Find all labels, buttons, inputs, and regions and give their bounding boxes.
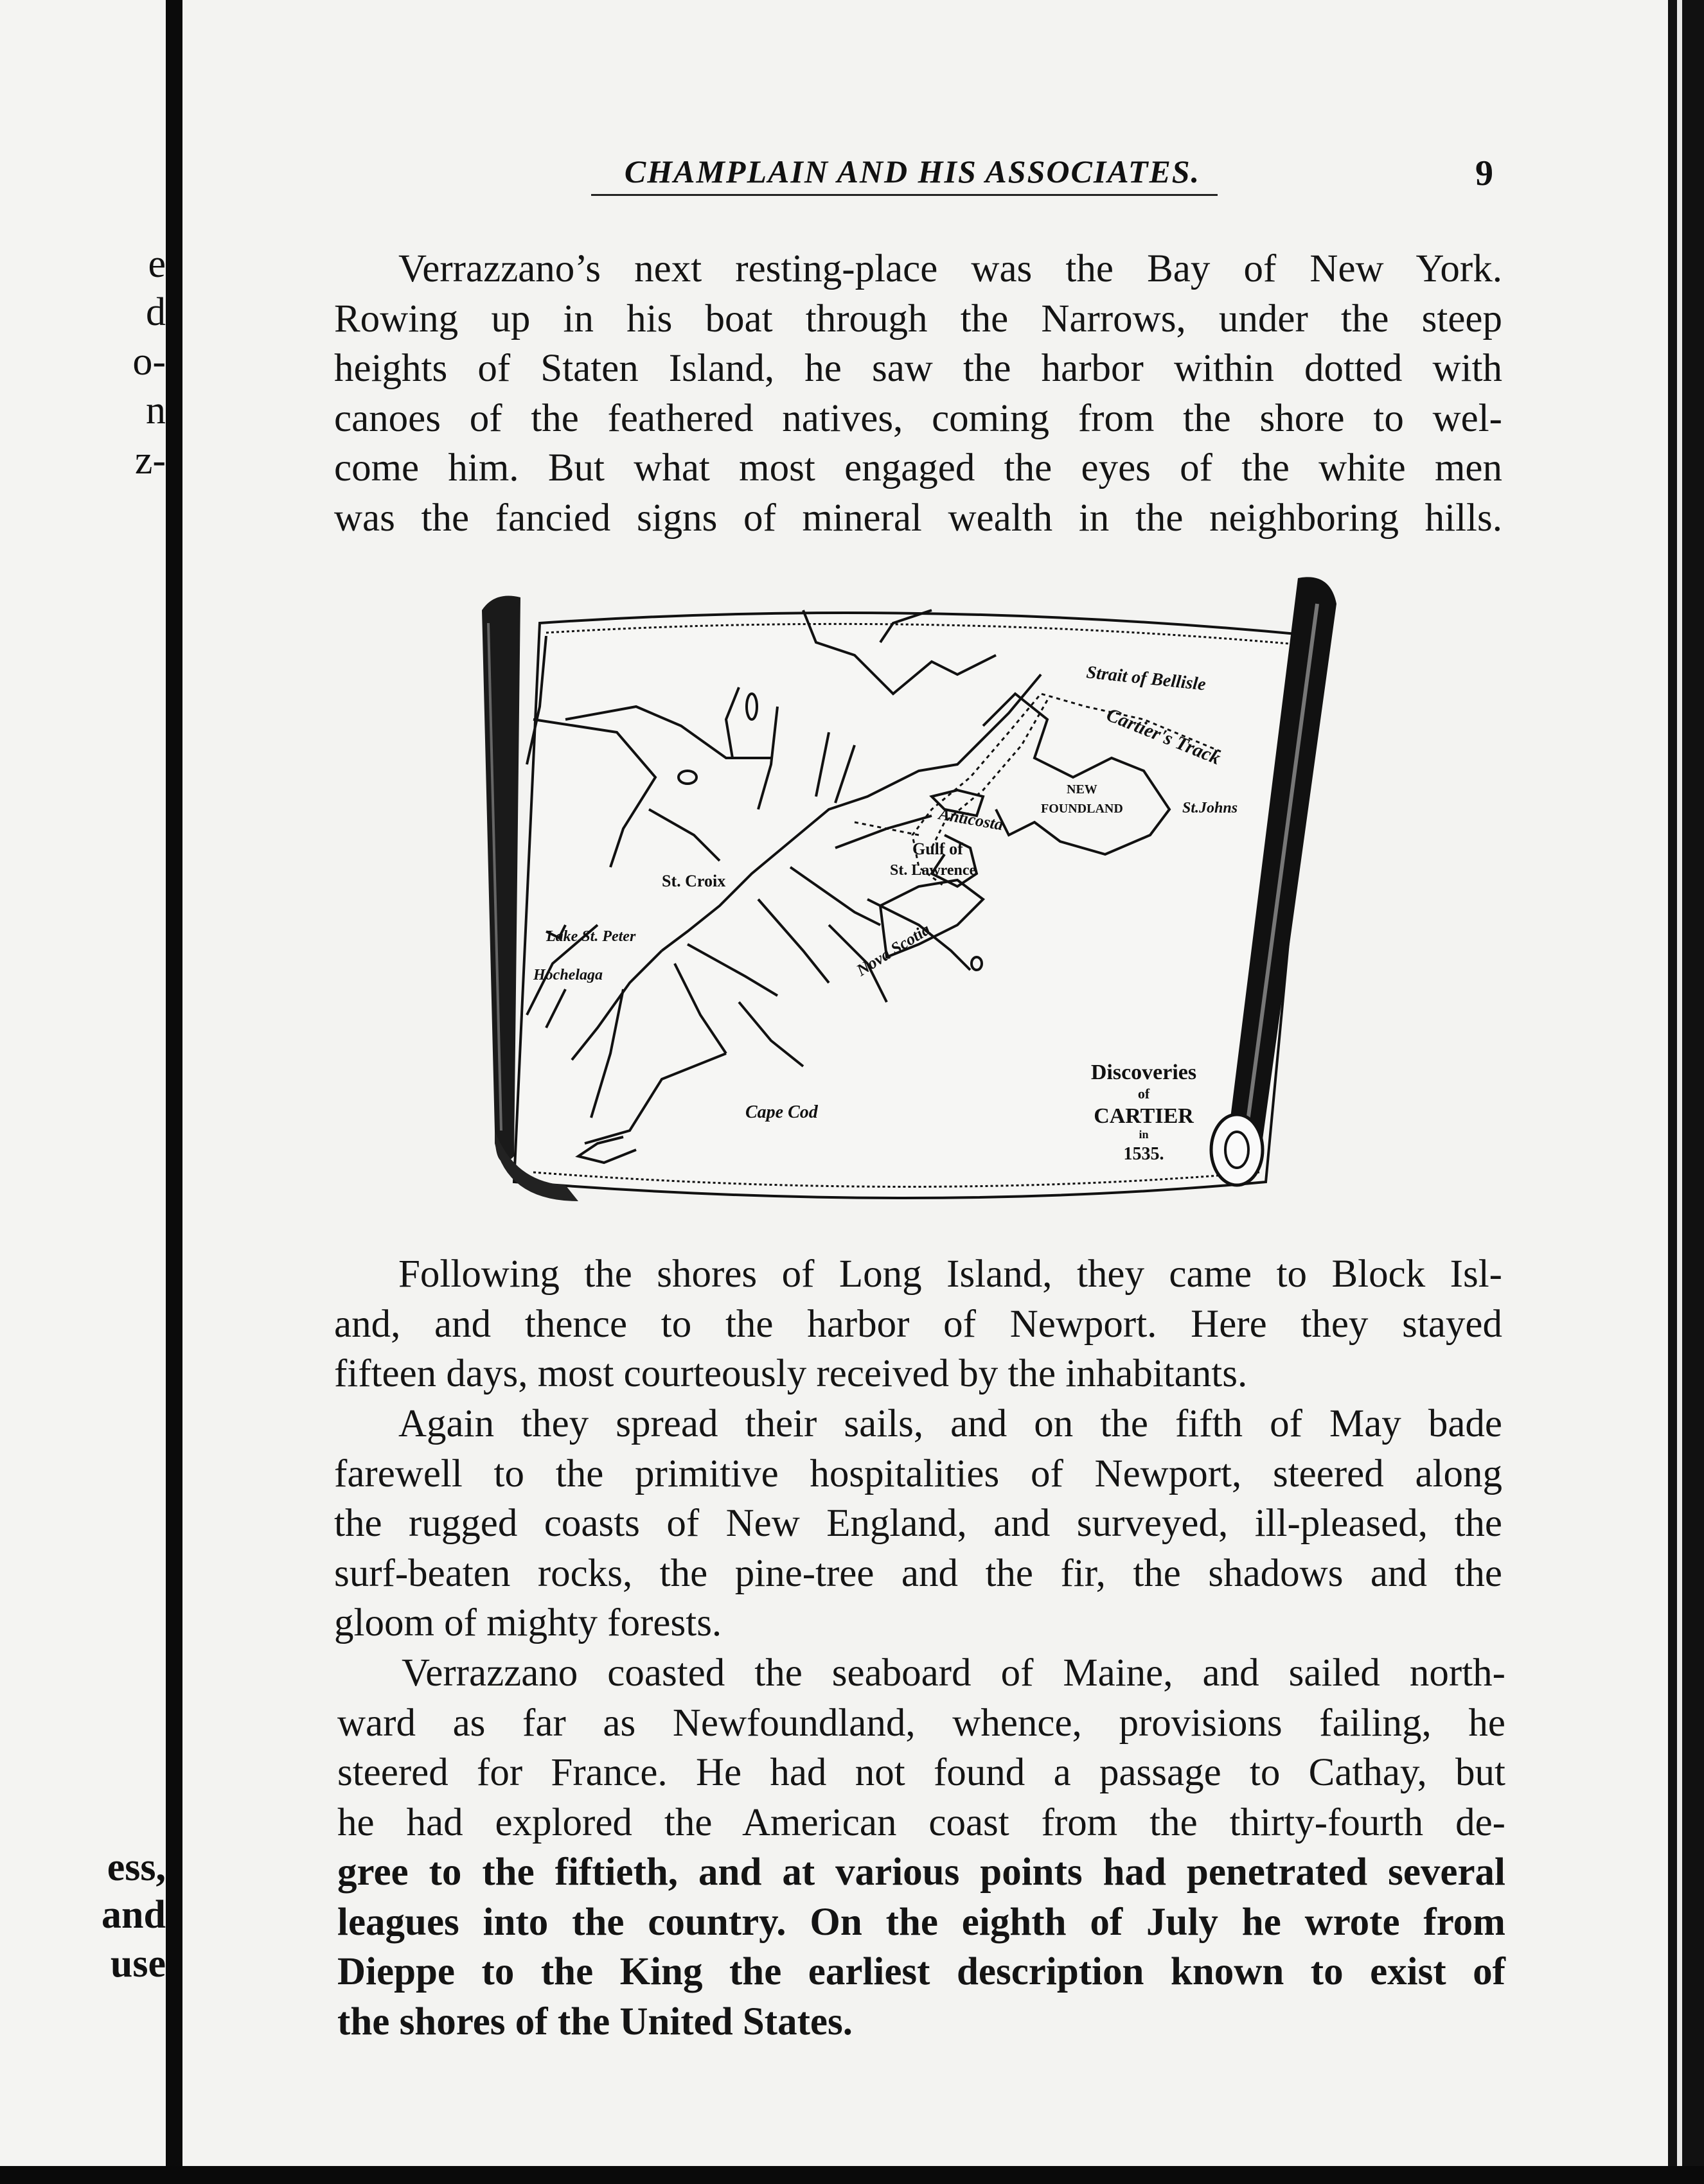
text-line: the rugged coasts of New England, and surveyed, ill-pleased, the — [334, 1502, 1502, 1545]
text-line: ward as far as Newfoundland, whence, provisions failing, he — [337, 1701, 1505, 1745]
map-label-gulf-2: St. Lawrence — [890, 862, 977, 879]
text-line: steered for France. He had not found a passage to Cathay, but — [337, 1751, 1505, 1794]
text-line: Verrazzano coasted the seaboard of Maine, and sailed north- — [402, 1651, 1505, 1695]
text-line: heights of Staten Island, he saw the harbor within dotted with — [334, 347, 1502, 390]
right-page-edge — [1668, 0, 1704, 2184]
text-line: Rowing up in his boat through the Narrows, under the steep — [334, 297, 1502, 340]
text-line: come him. But what most engaged the eyes of the white men — [334, 446, 1502, 489]
map-label-strait: Strait of Bellisle — [1085, 662, 1207, 695]
left-fragment: use — [110, 1942, 166, 1986]
map-label-anticosta: Anticosta — [937, 804, 1005, 834]
map-label-year: 1535. — [1123, 1144, 1164, 1164]
map-label-of: of — [1137, 1086, 1150, 1102]
paragraph-2 — [334, 1249, 1502, 1399]
page-number: 9 — [1475, 154, 1493, 193]
text-line: Again they spread their sails, and on the fifth of May bade — [398, 1402, 1502, 1445]
text-line: leagues into the country. On the eighth of July he wrote from — [337, 1900, 1505, 1944]
map-label-stcroix: St. Croix — [662, 872, 726, 890]
paragraph-4 — [337, 1648, 1505, 2047]
bottom-page-edge — [0, 2166, 1704, 2184]
text-line: Dieppe to the King the earliest description known to exist of — [337, 1950, 1505, 1993]
left-fragment: d — [146, 290, 166, 334]
scroll-left-roller — [482, 596, 520, 1163]
text-line: Verrazzano’s next resting-place was the Bay of New York. — [398, 247, 1502, 290]
text-line: Following the shores of Long Island, they came to Block Isl- — [398, 1253, 1502, 1296]
text-line: canoes of the feathered natives, coming from the shore to wel- — [334, 396, 1502, 440]
left-fragment: ess, — [107, 1845, 166, 1889]
left-fragment: e — [148, 242, 166, 286]
left-fragment: z- — [134, 439, 166, 482]
map-label-capecod: Cape Cod — [745, 1102, 818, 1122]
right-edge-highlight — [1677, 0, 1682, 2184]
text-line: surf-beaten rocks, the pine-tree and the fir, the shadows and the — [334, 1551, 1502, 1595]
map-label-in: in — [1139, 1128, 1149, 1141]
map-illustration — [469, 565, 1369, 1220]
left-fragment: n — [146, 389, 166, 432]
text-line: gree to the fiftieth, and at various points had penetrated several — [337, 1851, 1505, 1894]
text-line: he had explored the American coast from the thirty-fourth de- — [337, 1801, 1505, 1844]
text-line: was the fancied signs of mineral wealth in the neighboring hills. — [334, 496, 1502, 540]
text-line: and, and thence to the harbor of Newport. Here they stayed — [334, 1302, 1502, 1346]
book-gutter — [166, 0, 182, 2166]
left-fragment: o- — [132, 340, 166, 383]
text-line: gloom of mighty forests. — [334, 1601, 722, 1644]
text-line: farewell to the primitive hospitalities of Newport, steered along — [334, 1452, 1502, 1495]
scroll-right-end — [1211, 1114, 1263, 1185]
text-line: fifteen days, most courteously received by the inhabitants. — [334, 1352, 1248, 1395]
map-label-cartier: CARTIER — [1094, 1104, 1194, 1128]
map-label-discoveries: Discoveries — [1090, 1061, 1197, 1084]
paragraph-3 — [334, 1399, 1502, 1648]
text-line: the shores of the United States. — [337, 2000, 853, 2043]
map-label-track: Cartier's Track — [1103, 703, 1224, 769]
map-label-gulf-1: Gulf of — [912, 840, 963, 858]
running-head: CHAMPLAIN AND HIS ASSOCIATES. — [624, 154, 1201, 189]
scroll-parchment — [514, 613, 1317, 1198]
map-label-novascotia: Nova Scotia — [853, 919, 934, 980]
scroll-map — [469, 565, 1369, 1220]
paragraph-1 — [334, 244, 1502, 543]
left-fragment: and — [102, 1893, 166, 1937]
map-label-lakestpeter: Lake St. Peter — [546, 928, 636, 945]
map-label-newfoundland-1: NEW — [1067, 782, 1097, 797]
map-label-newfoundland-2: FOUNDLAND — [1041, 802, 1123, 816]
map-label-hochelaga: Hochelaga — [533, 967, 603, 983]
map-label-stjohns: St.Johns — [1182, 800, 1238, 816]
running-head-rule — [591, 194, 1218, 196]
